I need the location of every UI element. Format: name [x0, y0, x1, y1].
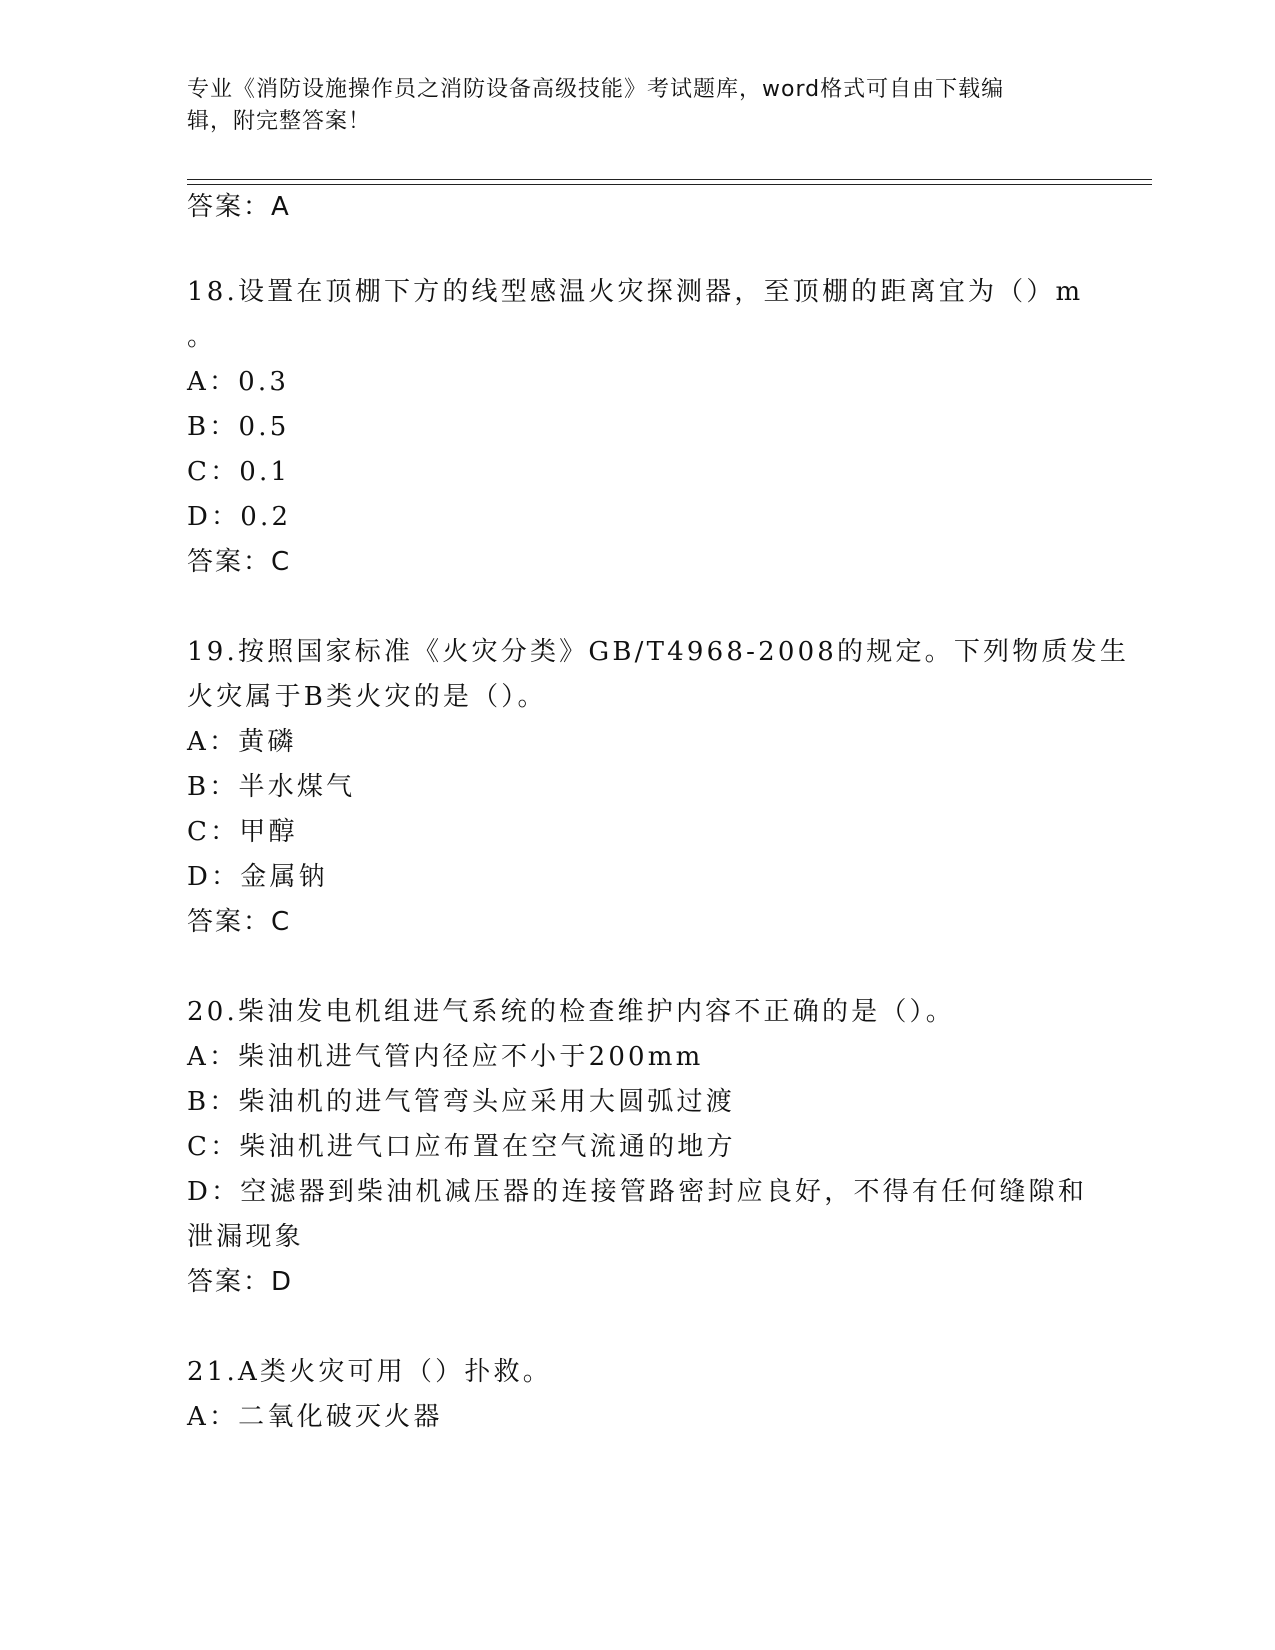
- header-divider-bottom: [187, 184, 1152, 185]
- question-21-text: 21.A类火灾可用（）扑救。: [187, 1357, 552, 1387]
- question-18-option-c: C：0.1: [187, 457, 291, 487]
- document-header: [187, 74, 1087, 138]
- question-19-option-a: A：黄磷: [187, 727, 297, 757]
- question-19-text: 19.按照国家标准《火灾分类》GB/T4968-2008的规定。下列物质发生: [187, 637, 1130, 667]
- question-18-option-d: D：0.2: [187, 502, 292, 532]
- question-20-option-b: B：柴油机的进气管弯头应采用大圆弧过渡: [187, 1087, 735, 1117]
- question-19-option-d: D：金属钠: [187, 862, 328, 892]
- question-20-text: 20.柴油发电机组进气系统的检查维护内容不正确的是（）。: [187, 997, 955, 1027]
- question-19-text-cont: 火灾属于B类火灾的是（）。: [187, 682, 547, 712]
- answer-18: 答案：C: [187, 547, 292, 577]
- question-18-option-a: A：0.3: [187, 367, 290, 397]
- question-20-option-d: D：空滤器到柴油机减压器的连接管路密封应良好，不得有任何缝隙和: [187, 1177, 1088, 1207]
- header-divider-top: [187, 179, 1152, 180]
- question-19-option-b: B：半水煤气: [187, 772, 356, 802]
- answer-20: 答案：D: [187, 1267, 294, 1297]
- question-20-option-a: A：柴油机进气管内径应不小于200mm: [187, 1042, 704, 1072]
- answer-17: 答案：A: [187, 192, 291, 222]
- header-line-1: 专业《消防设施操作员之消防设备高级技能》考试题库，word格式可自由下载编: [187, 77, 1005, 102]
- question-19-option-c: C：甲醇: [187, 817, 298, 847]
- question-20-option-c: C：柴油机进气口应布置在空气流通的地方: [187, 1132, 736, 1162]
- question-18-text-cont: 。: [187, 322, 217, 352]
- answer-19: 答案：C: [187, 907, 292, 937]
- header-line-2: 辑，附完整答案！: [187, 109, 372, 134]
- question-18-text: 18.设置在顶棚下方的线型感温火灾探测器，至顶棚的距离宜为（）m: [187, 277, 1084, 307]
- question-21-option-a: A：二氧化破灭火器: [187, 1402, 443, 1432]
- question-20-option-d-cont: 泄漏现象: [187, 1222, 304, 1252]
- question-18-option-b: B：0.5: [187, 412, 290, 442]
